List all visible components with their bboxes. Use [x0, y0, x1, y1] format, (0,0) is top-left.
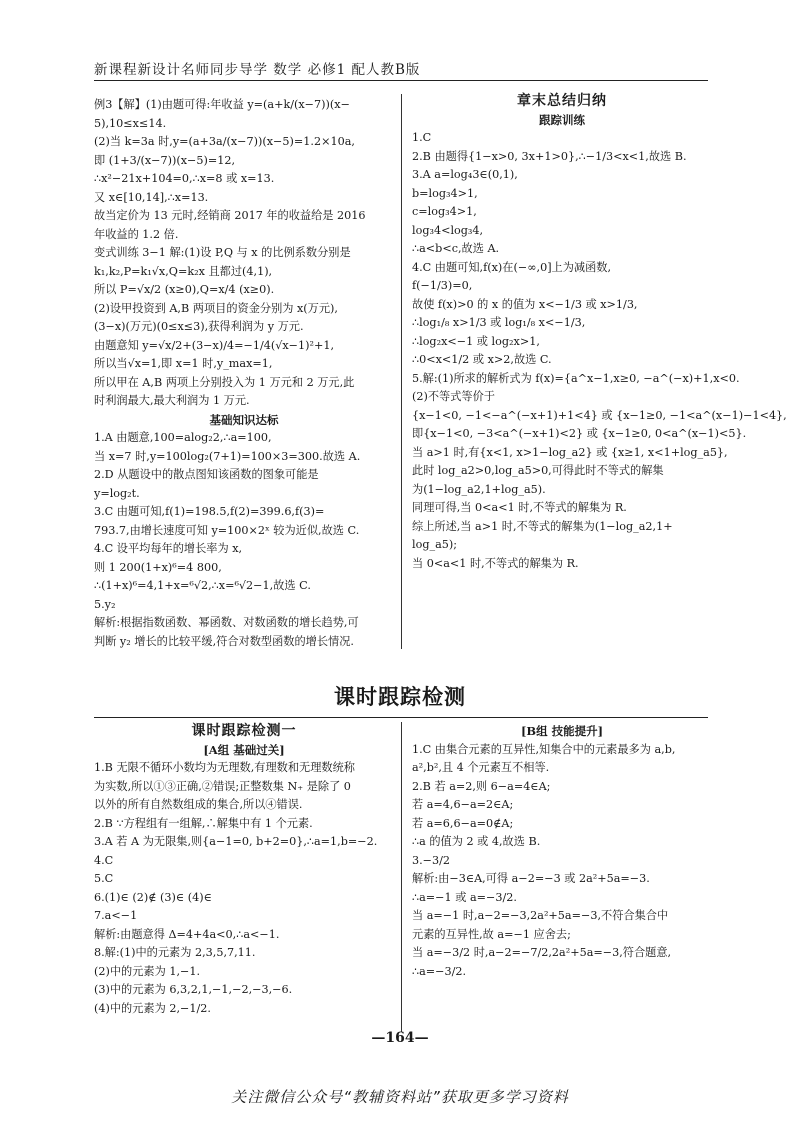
left-top-line: 所以当√x=1,即 x=1 时,y_max=1,	[94, 357, 273, 370]
left-bottom-line: 4.C	[94, 853, 114, 867]
left-bottom-line: 3.A 若 A 为无限集,则{a−1=0, b+2=0},∴a=1,b=−2.	[94, 835, 378, 848]
right-bottom-line: 3.−3/2	[412, 853, 451, 867]
right-top-line: 同理可得,当 0<a<1 时,不等式的解集为 R.	[412, 501, 627, 514]
left-top-line: 由题意知 y=√x/2+(3−x)/4=−1/4(√x−1)²+1,	[94, 338, 335, 352]
right-top-line: f(−1/3)=0,	[412, 279, 473, 292]
right-bottom-line: ∴a=−1 或 a=−3/2.	[412, 890, 517, 904]
right-top-line: b=log₃4>1,	[412, 186, 478, 200]
column-divider	[401, 94, 402, 649]
left-top-line: 时利润最大,最大利润为 1 万元.	[94, 394, 250, 407]
right-bottom-line: ∴a 的值为 2 或 4,故选 B.	[412, 835, 541, 848]
left-top-line: 2.D 从题设中的散点图知该函数的图象可能是	[94, 468, 319, 481]
left-top-line: (2)当 k=3a 时,y=(a+3a/(x−7))(x−5)=1.2×10a,	[94, 135, 355, 148]
left-top-line: 1.A 由题意,100=alog₂2,∴a=100,	[94, 431, 272, 444]
right-top-line: 1.C	[412, 131, 432, 144]
left-bottom-line: 解析:由题意得 Δ=4+4a<0,∴a<−1.	[94, 927, 280, 941]
left-top-line: 当 x=7 时,y=100log₂(7+1)=100×3=300.故选 A.	[94, 449, 361, 463]
left-top-line: k₁,k₂,P=k₁√x,Q=k₂x 且都过(4,1),	[94, 264, 273, 278]
right-bottom-line: 元素的互异性,故 a=−1 应舍去;	[412, 927, 571, 941]
left-bottom-line: 7.a<−1	[94, 909, 138, 922]
left-bottom-line: 2.B ∵方程组有一组解,∴解集中有 1 个元素.	[94, 816, 313, 830]
left-bottom-line: (2)中的元素为 1,−1.	[94, 964, 201, 978]
right-top-line: 即{x−1<0, −3<a^(−x+1)<2} 或 {x−1≥0, 0<a^(x−1)<5}.	[412, 427, 747, 440]
right-bottom-line: ∴a=−3/2.	[412, 964, 467, 978]
chapter-title: 课时跟踪检测	[334, 684, 466, 709]
chapter-rule	[94, 717, 708, 718]
footer-note: 关注微信公众号“教辅资料站”获取更多学习资料	[231, 1088, 569, 1106]
right-bottom-line: 解析:由−3∈A,可得 a−2=−3 或 2a²+5a=−3.	[412, 872, 650, 885]
left-top-line: 5.y₂	[94, 597, 116, 611]
left-top-line: 故当定价为 13 元时,经销商 2017 年的收益给是 2016	[94, 209, 366, 222]
right-bottom-line: a²,b²,且 4 个元素互不相等.	[412, 761, 550, 774]
right-top-line: 此时 log_a2>0,log_a5>0,可得此时不等式的解集	[412, 464, 664, 477]
left-top-line: (2)设甲投资到 A,B 两项目的资金分别为 x(万元),	[94, 301, 338, 315]
left-top-line: 即 (1+3/(x−7))(x−5)=12,	[94, 153, 236, 167]
right-column-bottom	[412, 722, 712, 981]
right-top-line: 综上所述,当 a>1 时,不等式的解集为(1−log_a2,1+	[412, 519, 673, 533]
left-top-line: 所以 P=√x/2 (x≥0),Q=x/4 (x≥0).	[94, 283, 275, 296]
right-bottom-line: 当 a=−1 时,a−2=−3,2a²+5a=−3,不符合集合中	[412, 909, 669, 922]
left-top-line: 793.7,由增长速度可知 y=100×2ˣ 较为近似,故选 C.	[94, 523, 360, 537]
right-top-line: 5.解:(1)所求的解析式为 f(x)={a^x−1,x≥0, −a^(−x)+1,x<0.	[412, 371, 740, 385]
left-top-line: 年收益的 1.2 倍.	[94, 227, 179, 241]
left-top-line: y=log₂t.	[94, 486, 140, 500]
left-top-line: 又 x∈[10,14],∴x=13.	[94, 190, 209, 204]
right-top-line: 4.C 由题可知,f(x)在(−∞,0]上为减函数,	[412, 260, 612, 274]
group-a-label: [A组 基础过关]	[203, 742, 285, 757]
right-top-line: ∴log₂x<−1 或 log₂x>1,	[412, 334, 540, 348]
section-title: 章末总结归纳	[517, 93, 607, 109]
left-top-line: 解析:根据指数函数、幂函数、对数函数的增长趋势,可	[94, 616, 359, 629]
left-top-line: 例3【解】(1)由题可得:年收益 y=(a+k/(x−7))(x−	[94, 98, 350, 111]
section-subtitle: 跟踪训练	[539, 112, 585, 127]
right-top-line: 当 a>1 时,有{x<1, x>1−log_a2} 或 {x≥1, x<1+log_a5},	[412, 445, 728, 459]
right-bottom-line: 2.B 若 a=2,则 6−a=4∈A;	[412, 779, 551, 793]
right-top-line: ∴log₁/₈ x>1/3 或 log₁/₈ x<−1/3,	[412, 316, 586, 329]
left-bottom-line: (4)中的元素为 2,−1/2.	[94, 1001, 211, 1015]
exercise-title: 课时跟踪检测一	[191, 723, 297, 739]
right-top-line: 故使 f(x)>0 的 x 的值为 x<−1/3 或 x>1/3,	[412, 297, 638, 311]
left-bottom-line: 6.(1)∈ (2)∉ (3)∈ (4)∈	[94, 890, 212, 904]
left-top-line: ∴x²−21x+104=0,∴x=8 或 x=13.	[94, 172, 275, 185]
group-b-label: [B组 技能提升]	[520, 724, 604, 738]
left-top-line: 所以甲在 A,B 两项上分别投入为 1 万元和 2 万元,此	[94, 375, 355, 389]
right-top-line: log_a5);	[412, 538, 457, 551]
header-rule	[94, 80, 708, 81]
left-bottom-line: 以外的所有自然数组成的集合,所以④错误.	[94, 798, 303, 811]
right-top-line: ∴a<b<c,故选 A.	[412, 242, 500, 255]
left-column-bottom	[94, 722, 394, 1018]
right-top-line: 2.B 由题得{1−x>0, 3x+1>0},∴−1/3<x<1,故选 B.	[412, 149, 687, 163]
right-top-line: (2)不等式等价于	[412, 390, 495, 403]
right-top-line: 3.A a=log₄3∈(0,1),	[412, 168, 518, 181]
right-top-line: log₃4<log₃4,	[412, 223, 484, 237]
right-bottom-line: 1.C 由集合元素的互异性,知集合中的元素最多为 a,b,	[412, 742, 676, 756]
left-top-line: 3.C 由题可知,f(1)=198.5,f(2)=399.6,f(3)=	[94, 505, 325, 518]
left-top-line: 判断 y₂ 增长的比较平缓,符合对数型函数的增长情况.	[94, 634, 354, 648]
right-top-line: 为(1−log_a2,1+log_a5).	[412, 482, 546, 496]
left-bottom-line: 8.解:(1)中的元素为 2,3,5,7,11.	[94, 946, 256, 959]
left-bottom-line: (3)中的元素为 6,3,2,1,−1,−2,−3,−6.	[94, 983, 293, 996]
right-bottom-line: 当 a=−3/2 时,a−2=−7/2,2a²+5a=−3,符合题意,	[412, 946, 672, 959]
left-top-line: 5),10≤x≤14.	[94, 116, 167, 130]
left-top-line: 基础知识达标	[209, 412, 279, 427]
left-top-line: ∴(1+x)⁶=4,1+x=⁶√2,∴x=⁶√2−1,故选 C.	[94, 579, 311, 592]
left-bottom-line: 5.C	[94, 872, 114, 885]
right-top-line: ∴0<x<1/2 或 x>2,故选 C.	[412, 353, 552, 366]
left-top-line: 4.C 设平均每年的增长率为 x,	[94, 542, 243, 555]
left-top-line: 变式训练 3−1 解:(1)设 P,Q 与 x 的比例系数分别是	[94, 246, 351, 259]
running-header: 新课程新设计名师同步导学 数学 必修1 配人教B版	[94, 62, 421, 78]
left-top-line: (3−x)(万元)(0≤x≤3),获得利润为 y 万元.	[94, 320, 304, 333]
right-top-line: c=log₃4>1,	[412, 205, 477, 218]
right-top-line: 当 0<a<1 时,不等式的解集为 R.	[412, 556, 579, 570]
left-bottom-line: 为实数,所以①③正确,②错误;正整数集 N₊ 是除了 0	[94, 779, 351, 793]
right-bottom-line: 若 a=4,6−a=2∈A;	[412, 798, 514, 811]
right-column-top	[412, 92, 787, 573]
left-top-line: 则 1 200(1+x)⁶=4 800,	[94, 560, 222, 574]
left-column-top	[94, 96, 394, 651]
right-bottom-line: 若 a=6,6−a=0∉A;	[412, 816, 514, 830]
right-top-line: {x−1<0, −1<−a^(−x+1)+1<4} 或 {x−1≥0, −1<a^(x−1)−1<4},	[412, 408, 787, 422]
column-divider-bottom	[401, 722, 402, 1032]
page-number: —164—	[371, 1030, 429, 1046]
left-bottom-line: 1.B 无限不循环小数均为无理数,有理数和无理数统称	[94, 761, 355, 774]
